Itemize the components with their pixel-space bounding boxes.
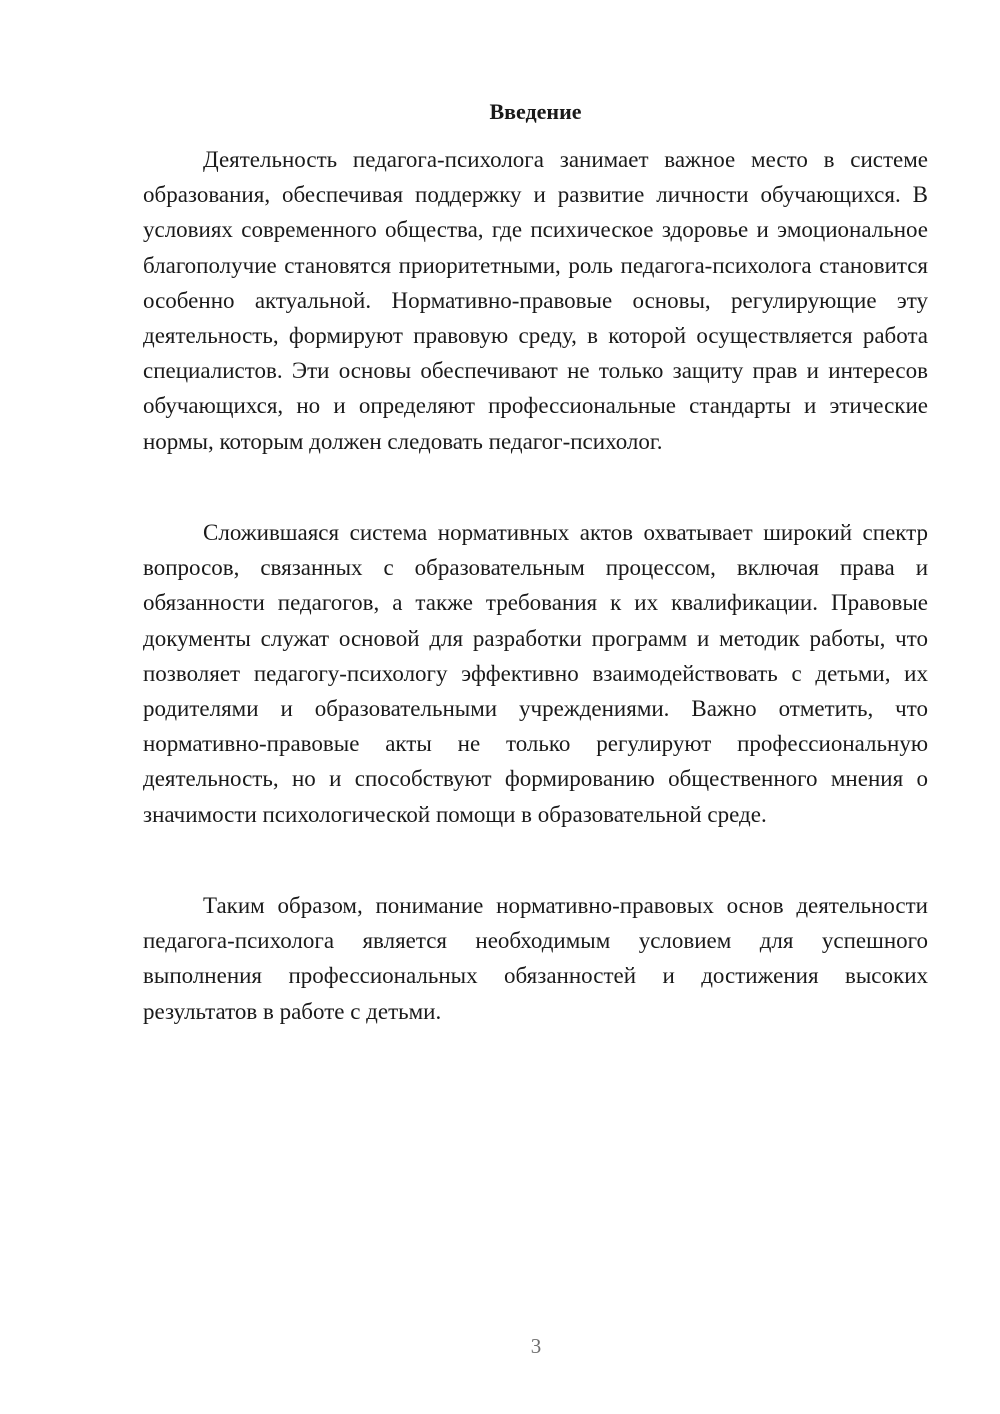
page-number: 3 <box>530 1334 542 1358</box>
paragraph: Таким образом, понимание нормативно-правовых основ деятельности педагога-психолога является необходимым условием для успешного выполнения профессиональных обязанностей и достижения высоких результатов в работе с детьми. <box>143 893 928 1024</box>
paragraph: Сложившаяся система нормативных актов охватывает широкий спектр вопросов, связанных с образовательным процессом, включая права и обязанности педагогов, а также требования к их квалификации. Правовые документы служат основой для разработки программ и методик работы, что позволяет педагогу-психологу эффективно взаимодействовать с детьми, их родителями и образовательными учреждениями. Важно отметить, что нормативно-правовые акты не только регулируют профессиональную деятельность, но и способствуют формированию общественного мнения о значимости психологической помощи в образовательной среде. <box>143 520 928 827</box>
paragraph-block-2 <box>143 515 928 832</box>
paragraph: Деятельность педагога-психолога занимает важное место в системе образования, обеспечивая поддержку и развитие личности обучающихся. В условиях современного общества, где психическое здоровье и эмоциональное благополучие становятся приоритетными, роль педагога-психолога становится особенно актуальной. Нормативно-правовые основы, регулирующие эту деятельность, формируют правовую среду, в которой осуществляется работа специалистов. Эти основы обеспечивают не только защиту прав и интересов обучающихся, но и определяют профессиональные стандарты и этические нормы, которым должен следовать педагог-психолог. <box>143 147 928 454</box>
section-heading: Введение <box>489 99 582 124</box>
paragraph-block-1 <box>143 142 928 459</box>
paragraph-block-3 <box>143 888 928 1029</box>
